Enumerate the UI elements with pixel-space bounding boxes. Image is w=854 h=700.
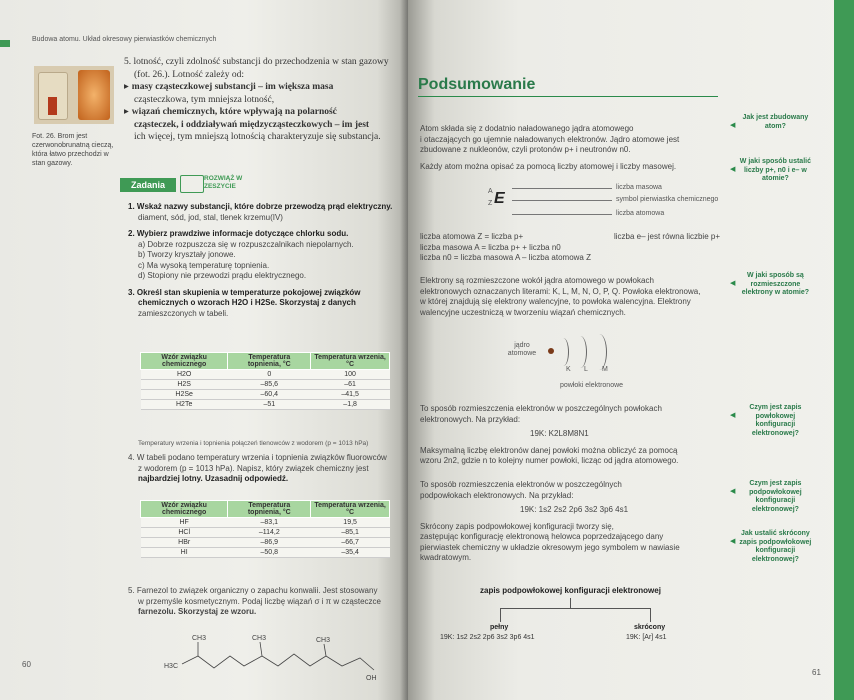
side-question-text: W jaki sposób są rozmieszczone elektrony w atomie? xyxy=(741,272,810,296)
q4 xyxy=(128,453,400,485)
p5-b: wzoru 2n2, gdzie n to kolejny numer powłoki, licząc od jądra atomowego. xyxy=(420,456,679,465)
q2: 2. Wybierz prawdziwe informacje dotyczące chlorku sodu. xyxy=(128,229,349,238)
bullet2-b: cząsteczek, i oddziaływań międzycząsteczkowych – im jest xyxy=(134,119,370,130)
formula-electrons: liczba e– jest równa liczbie p+ xyxy=(613,232,720,241)
section-marker xyxy=(0,40,10,47)
shell-K-label: K xyxy=(566,366,571,373)
table1-header-row xyxy=(141,353,390,370)
q2-c: c) Ma wysoką temperaturę topnienia. xyxy=(138,260,270,270)
item5-line1: 5. lotność, czyli zdolność substancji do przechodzenia w stan gazowy xyxy=(124,57,389,67)
table-row xyxy=(141,380,390,390)
table-cell: H2Se xyxy=(141,390,228,400)
p5-a: Maksymalną liczbę elektronów danej powłoki można obliczyć za pomocą xyxy=(420,445,678,455)
bullet1-a: masy cząsteczkowej substancji – im większa masa xyxy=(131,82,334,92)
table1-caption: Temperatury wrzenia i topnienia połączeń tlenowców z wodorem (p = 1013 hPa) xyxy=(138,440,369,447)
side-question-text: Czym jest zapis podpowłokowej konfiguracji elektronowej? xyxy=(749,480,802,513)
bullet-2: ▸ wiązań chemicznych, które wpływają na polarność xyxy=(124,107,337,117)
bullet-1: ▸ masy cząsteczkowej substancji – im większa masa xyxy=(124,82,334,92)
connector-line xyxy=(512,200,612,201)
bullet2-c: ich więcej, tym mniejszą lotnością charakteryzuje się substancja. xyxy=(134,132,381,142)
label-element-symbol: symbol pierwiastka chemicznego xyxy=(616,196,719,203)
label-mass-number: liczba masowa xyxy=(616,184,662,191)
notebook-icon xyxy=(180,175,204,193)
formula-mass: liczba masowa A = liczba p+ + liczba n0 xyxy=(420,242,561,252)
table-cell: –83,1 xyxy=(228,518,311,528)
p1-c: zbudowane z nukleonów, czyli protonów p+ i neutronów n0. xyxy=(420,145,631,154)
q4-a: 4. W tabeli podano temperatury wrzenia i topnienia związków fluorowców xyxy=(128,453,387,462)
farnesol-structure xyxy=(160,630,390,686)
table-cell: –85,6 xyxy=(228,380,311,390)
side-question xyxy=(730,114,830,132)
table-cell: –66,7 xyxy=(311,538,390,548)
full-notation-label: pełny xyxy=(490,624,509,631)
q3-a: 3. Określ stan skupienia w temperaturze pokojowej związków xyxy=(128,287,361,297)
q1-items: diament, sód, jod, stal, tlenek krzemu(IV) xyxy=(138,212,283,222)
table-row xyxy=(141,528,390,538)
side-question-text: Czym jest zapis powłokowej konfiguracji elektronowej? xyxy=(749,404,802,437)
table-cell: –61 xyxy=(311,380,390,390)
q1: 1. Wskaż nazwy substancji, które dobrze przewodzą prąd elektryczny. xyxy=(128,202,393,211)
bromine-vial xyxy=(48,97,57,115)
connector-line xyxy=(512,188,612,189)
tasks xyxy=(128,202,400,319)
arrow-left-icon: ◀ xyxy=(730,538,736,545)
q2-d: d) Stopiony nie przewodzi prądu elektrycznego. xyxy=(138,271,307,280)
shell-config-text xyxy=(420,404,730,467)
h3c-label: H3C xyxy=(164,663,179,670)
section-title: Podsumowanie xyxy=(418,76,536,93)
formula-row-1 xyxy=(420,232,720,243)
side-question xyxy=(730,272,830,298)
table1-header: Wzór związku chemicznego xyxy=(141,353,228,370)
ch3-label-3: CH3 xyxy=(316,637,331,644)
q4-b: z wodorem (p = 1013 hPa). Napisz, który związek chemiczny jest xyxy=(138,463,369,473)
side-question xyxy=(730,404,830,438)
table-cell: H2S xyxy=(141,380,228,390)
q2-a: a) Dobrze rozpuszcza się w rozpuszczalnikach niepolarnych. xyxy=(138,239,354,249)
connector-line xyxy=(512,214,612,215)
branch-3 xyxy=(324,644,326,656)
table2-header: Wzór związku chemicznego xyxy=(141,501,228,518)
table-cell: –86,9 xyxy=(228,538,311,548)
nucleus-label: jądro atomowe xyxy=(507,342,537,357)
arrow-left-icon: ◀ xyxy=(730,412,736,419)
bromine-photo xyxy=(34,66,114,124)
shell-config-example: 19K: K2L8M8N1 xyxy=(530,429,589,438)
p6-a: To sposób rozmieszczenia elektronów w poszczególnych xyxy=(420,480,622,489)
number-formulas xyxy=(420,232,720,264)
p7-b: zastępując konfigurację elektronową helowca poprzedzającego dany xyxy=(420,532,664,541)
shell-diagram xyxy=(504,336,644,392)
shells-label: powłoki elektronowe xyxy=(560,382,624,389)
p6-b: podpowłokach elektronowych. Na przykład: xyxy=(420,490,574,500)
nuclide-symbol-diagram xyxy=(488,184,719,224)
arrow-left-icon: ◀ xyxy=(730,280,736,287)
table-cell: H2O xyxy=(141,370,228,380)
p4-a: To sposób rozmieszczenia elektronów w poszczególnych powłokach xyxy=(420,404,662,413)
formula-atomic: liczba atomowa Z = liczba p+ xyxy=(420,232,524,241)
p1-b: i otaczających go ujemnie naładowanych elektronów. Jądro atomowe jest xyxy=(420,134,680,144)
photo-caption: Fot. 26. Brom jest czerwonobrunatną cieczą, która łatwo przechodzi w stan gazowy. xyxy=(32,133,114,167)
table-cell: –1,8 xyxy=(311,400,390,410)
table-chalcogen-hydrides xyxy=(140,352,390,410)
table-halogen-hydrides xyxy=(140,500,390,558)
shell-L-label: L xyxy=(584,366,588,373)
arrow-left-icon: ◀ xyxy=(730,488,736,495)
shells-text xyxy=(420,276,730,318)
table-cell: H2Te xyxy=(141,400,228,410)
table-row xyxy=(141,390,390,400)
short-notation-label: skrócony xyxy=(634,624,666,631)
nucleus-dot xyxy=(548,348,554,354)
title-rule xyxy=(418,96,718,97)
full-notation-example: 19K: 1s2 2s2 2p6 3s2 3p6 4s1 xyxy=(440,634,535,641)
notation-title: zapis podpowłokowej konfiguracji elektronowej xyxy=(480,586,661,595)
item5-line2: (fot. 26.). Lotność zależy od: xyxy=(134,69,245,80)
diagram-right-leg xyxy=(650,608,651,622)
p3-c: w której znajdują się elektrony walencyjne, to powłoka walencyjna. Elektrony xyxy=(420,297,691,306)
table-cell: –60,4 xyxy=(228,390,311,400)
table-row xyxy=(141,548,390,558)
green-edge-tab xyxy=(834,0,854,700)
q3-c: zamieszczonych w tabeli. xyxy=(138,308,229,318)
table-cell: –114,2 xyxy=(228,528,311,538)
shell-M-arc xyxy=(592,334,607,370)
table-cell: –85,1 xyxy=(311,528,390,538)
table-cell: –51 xyxy=(228,400,311,410)
table1-header: Temperatura wrzenia, °C xyxy=(311,353,390,370)
atomic-number-Z: Z xyxy=(488,200,493,207)
table2-header: Temperatura topnienia, °C xyxy=(228,501,311,518)
diagram-stem xyxy=(570,598,571,608)
arrow-left-icon: ◀ xyxy=(730,122,736,129)
side-question-text: W jaki sposób ustalić liczby p+, n0 i e– w atomie? xyxy=(739,158,811,182)
volatility-text xyxy=(124,56,406,144)
p2: Każdy atom można opisać za pomocą liczby atomowej i liczby masowej. xyxy=(420,161,677,171)
page-number-left: 60 xyxy=(22,660,31,669)
diagram-bar xyxy=(500,608,650,609)
diagram-left-leg xyxy=(500,608,501,622)
table-cell: –35,4 xyxy=(311,548,390,558)
side-question-text: Jak jest zbudowany atom? xyxy=(742,114,809,130)
table-cell: –41,5 xyxy=(311,390,390,400)
element-symbol: E xyxy=(494,190,505,207)
left-page xyxy=(0,0,410,700)
table-row xyxy=(141,538,390,548)
q5-b: w przemyśle kosmetycznym. Podaj liczbę wiązań σ i π w cząsteczce xyxy=(138,596,381,606)
q5-c: farnezolu. Skorzystaj ze wzoru. xyxy=(138,607,257,616)
jar-right xyxy=(78,70,110,120)
carbon-chain xyxy=(182,654,374,670)
subshell-config-example: 19K: 1s2 2s2 2p6 3s2 3p6 4s1 xyxy=(520,505,629,514)
jar-left xyxy=(38,72,68,120)
rozwiaz-label: ROZWIĄŻ W ZESZYCIE xyxy=(204,175,243,190)
p7-c: pierwiastek chemiczny w układzie okresowym jego symbolem w nawiasie xyxy=(420,542,680,552)
subshell-config-text xyxy=(420,480,730,564)
table-cell: HCl xyxy=(141,528,228,538)
bullet1-b: cząsteczkowa, tym mniejsza lotność, xyxy=(134,94,275,105)
p7-d: kwadratowym. xyxy=(420,553,472,562)
right-page xyxy=(408,0,854,700)
side-question xyxy=(730,480,830,514)
p4-b: elektronowych. Na przykład: xyxy=(420,414,521,424)
p1-a: Atom składa się z dodatnio naładowanego jądra atomowego xyxy=(420,124,634,133)
shell-K-arc xyxy=(558,338,569,366)
zadania-badge: Zadania xyxy=(120,178,176,192)
shell-L-arc xyxy=(574,336,587,368)
ch3-label-1: CH3 xyxy=(192,635,207,642)
branch-2 xyxy=(260,642,262,656)
q2-b: b) Tworzy kryształy jonowe. xyxy=(138,250,236,259)
mass-number-A: A xyxy=(488,188,493,195)
oh-label: OH xyxy=(366,675,377,682)
table2-header: Temperatura wrzenia, °C xyxy=(311,501,390,518)
table-cell: 0 xyxy=(228,370,311,380)
page-number-right: 61 xyxy=(812,668,821,677)
bullet2-a: wiązań chemicznych, które wpływają na polarność xyxy=(131,107,337,117)
side-question xyxy=(730,158,830,184)
table-cell: 100 xyxy=(311,370,390,380)
label-atomic-number: liczba atomowa xyxy=(616,210,665,217)
table-row xyxy=(141,518,390,528)
q5 xyxy=(128,586,400,618)
side-question-text: Jak ustalić skrócony zapis podpowłokowej konfiguracji elektronowej? xyxy=(739,530,812,563)
table-row xyxy=(141,400,390,410)
q3-b: chemicznych o wzorach H2O i H2Se. Skorzystaj z danych xyxy=(138,298,356,307)
table-cell: HI xyxy=(141,548,228,558)
atom-summary xyxy=(420,124,720,172)
shell-M-label: M xyxy=(602,366,608,373)
table2-header-row xyxy=(141,501,390,518)
table-row xyxy=(141,370,390,380)
p3-a: Elektrony są rozmieszczone wokół jądra atomowego w powłokach xyxy=(420,276,654,285)
running-header: Budowa atomu. Układ okresowy pierwiastków chemicznych xyxy=(32,36,217,43)
table-cell: –50,8 xyxy=(228,548,311,558)
side-question xyxy=(730,530,830,564)
table-cell: HBr xyxy=(141,538,228,548)
p3-b: elektronowych oznaczanych literami: K, L, M, N, O, P, Q. Powłoka elektronowa, xyxy=(420,286,701,296)
table-cell: HF xyxy=(141,518,228,528)
ch3-label-2: CH3 xyxy=(252,635,267,642)
short-notation-example: 19K: [Ar] 4s1 xyxy=(626,634,667,641)
table1-header: Temperatura topnienia, °C xyxy=(228,353,311,370)
arrow-left-icon: ◀ xyxy=(730,166,736,173)
config-notation-diagram xyxy=(420,584,720,650)
q5-a: 5. Farnezol to związek organiczny o zapachu konwalii. Jest stosowany xyxy=(128,586,378,595)
formula-neutrons: liczba n0 = liczba masowa A – liczba atomowa Z xyxy=(420,253,591,262)
p7-a: Skrócony zapis podpowłokowej konfiguracji tworzy się, xyxy=(420,521,614,531)
p3-d: walencyjne uczestniczą w tworzeniu wiązań chemicznych. xyxy=(420,307,626,317)
q4-c: najbardziej lotny. Uzasadnij odpowiedź. xyxy=(138,474,289,483)
table-cell: 19,5 xyxy=(311,518,390,528)
